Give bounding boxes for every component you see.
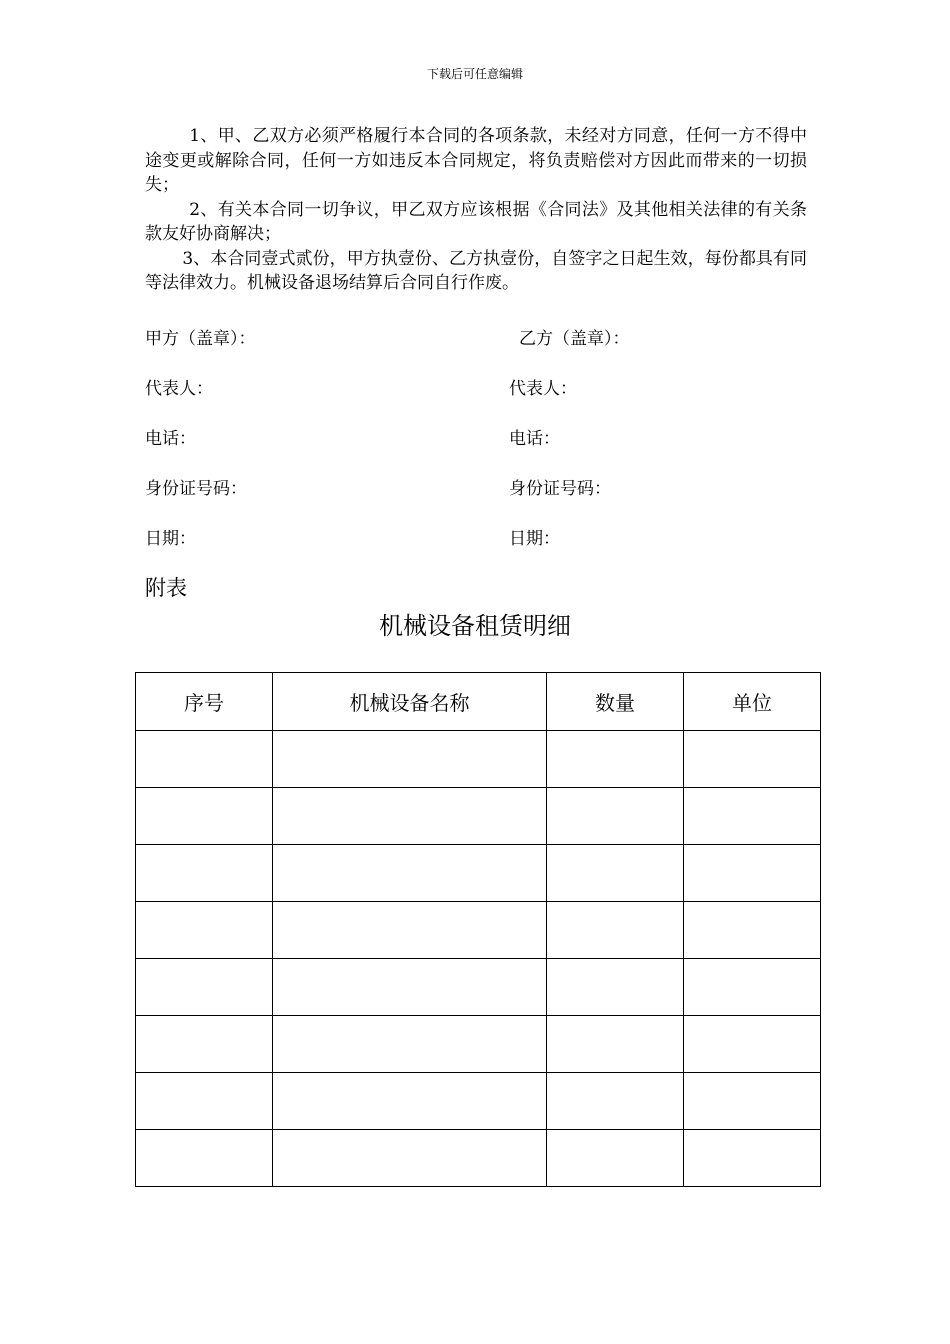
unit-cell (684, 788, 821, 845)
quantity-cell (547, 845, 684, 902)
party-a-seal-label: 甲方（盖章）： (145, 329, 256, 349)
quantity-cell (547, 788, 684, 845)
party-b-seal-label: 乙方（盖章）： (519, 329, 630, 349)
equipment-rental-table (135, 672, 821, 1187)
party-a-phone-label: 电话： (145, 429, 196, 449)
table-row (136, 959, 821, 1016)
index-cell (136, 1016, 273, 1073)
equipment-name-cell (273, 902, 547, 959)
table-body (136, 731, 821, 1187)
column-header-index: 序号 (136, 673, 273, 731)
party-b-date-label: 日期： (509, 529, 560, 549)
clause-1: 1、甲、乙双方必须严格履行本合同的各项条款，未经对方同意，任何一方不得中途变更或解除合同，任何一方如违反本合同规定，将负责赔偿对方因此而带来的一切损失； (145, 126, 807, 195)
table-header-row (136, 673, 821, 731)
index-cell (136, 845, 273, 902)
unit-cell (684, 902, 821, 959)
index-cell (136, 1130, 273, 1187)
quantity-cell (547, 959, 684, 1016)
index-cell (136, 788, 273, 845)
unit-cell (684, 959, 821, 1016)
index-cell (136, 1073, 273, 1130)
equipment-name-cell (273, 731, 547, 788)
appendix-label: 附表 (145, 576, 187, 600)
table-row (136, 1016, 821, 1073)
quantity-cell (547, 1016, 684, 1073)
table-row (136, 845, 821, 902)
clause-2: 2、有关本合同一切争议，甲乙双方应该根据《合同法》及其他相关法律的有关条款友好协商解决； (145, 199, 807, 244)
index-cell (136, 731, 273, 788)
table-row (136, 1130, 821, 1187)
unit-cell (684, 731, 821, 788)
equipment-name-cell (273, 788, 547, 845)
index-cell (136, 902, 273, 959)
party-a-date-label: 日期： (145, 529, 196, 549)
table-row (136, 731, 821, 788)
quantity-cell (547, 902, 684, 959)
index-cell (136, 959, 273, 1016)
equipment-name-cell (273, 959, 547, 1016)
party-a-rep-label: 代表人： (145, 379, 213, 399)
column-header-quantity: 数量 (547, 673, 684, 731)
signature-row-phone (145, 424, 825, 448)
unit-cell (684, 1073, 821, 1130)
equipment-name-cell (273, 1130, 547, 1187)
column-header-equipment-name: 机械设备名称 (273, 673, 547, 731)
equipment-name-cell (273, 845, 547, 902)
table-row (136, 902, 821, 959)
table-title: 机械设备租赁明细 (379, 612, 571, 640)
signature-row-date (145, 524, 825, 548)
party-b-id-label: 身份证号码： (509, 479, 611, 499)
quantity-cell (547, 1130, 684, 1187)
column-header-unit: 单位 (684, 673, 821, 731)
table-row (136, 788, 821, 845)
contract-clauses (145, 124, 807, 296)
table-row (136, 1073, 821, 1130)
signature-row-seal (145, 324, 825, 348)
party-b-phone-label: 电话： (509, 429, 560, 449)
quantity-cell (547, 731, 684, 788)
unit-cell (684, 845, 821, 902)
page-header: 下载后可任意编辑 (426, 67, 523, 81)
clause-3: 3、本合同壹式贰份，甲方执壹份、乙方执壹份，自签字之日起生效，每份都具有同等法律效力。机械设备退场结算后合同自行作废。 (145, 248, 807, 293)
signature-row-id (145, 474, 825, 498)
equipment-name-cell (273, 1016, 547, 1073)
quantity-cell (547, 1073, 684, 1130)
unit-cell (684, 1016, 821, 1073)
signature-row-rep (145, 374, 825, 398)
party-a-id-label: 身份证号码： (145, 479, 247, 499)
unit-cell (684, 1130, 821, 1187)
party-b-rep-label: 代表人： (509, 379, 577, 399)
equipment-name-cell (273, 1073, 547, 1130)
